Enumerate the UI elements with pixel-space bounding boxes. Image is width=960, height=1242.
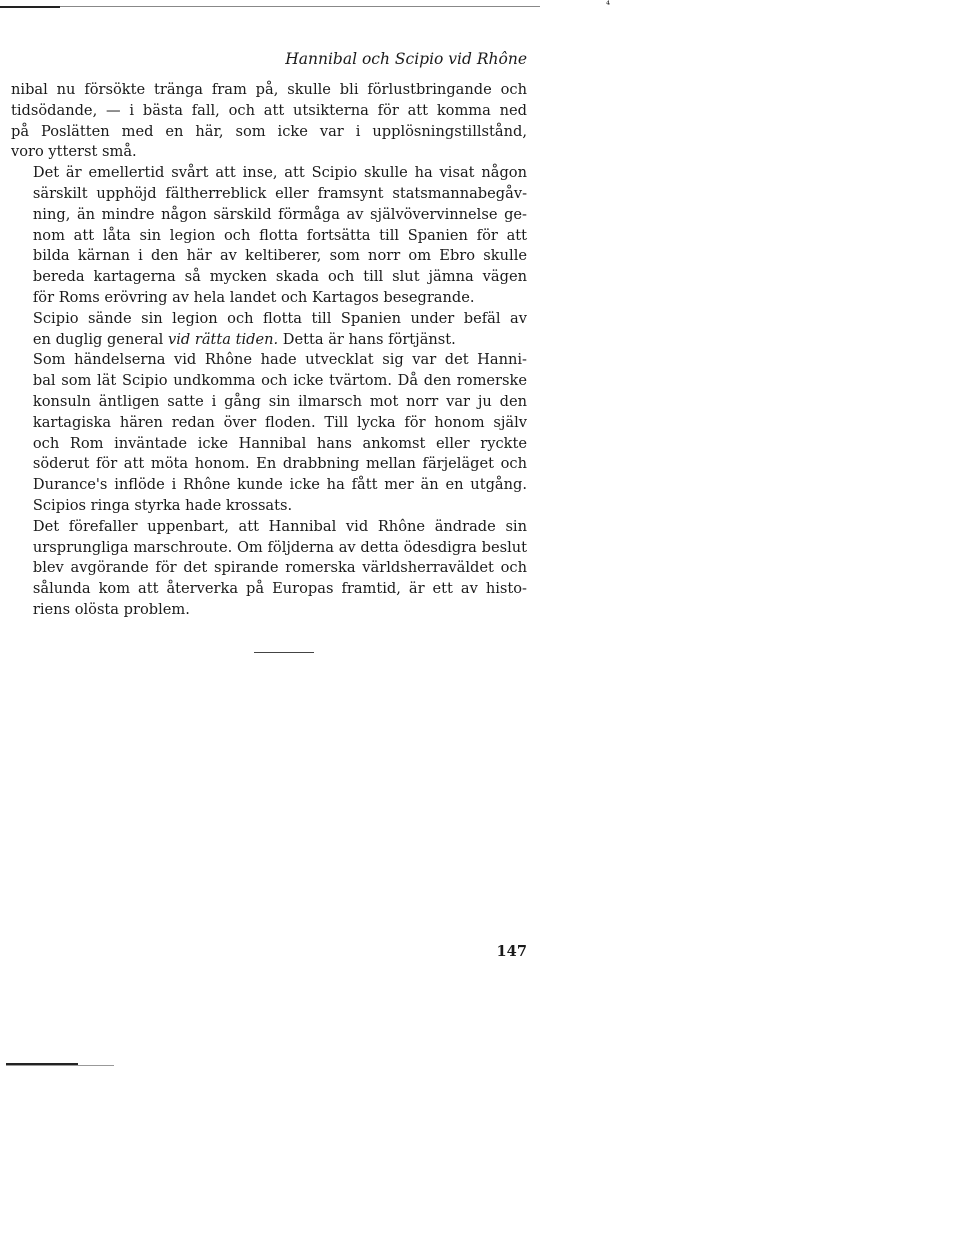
- text-line: nibal nu försökte tränga fram på, skulle bli förlustbringande och: [11, 81, 527, 98]
- text-line: sålunda kom att återverka på Europas framtid, är ett av histo-: [32, 580, 527, 598]
- text-line: söderut för att möta honom. En drabbning mellan färjeläget och: [32, 455, 527, 473]
- text-fragment: en duglig general: [32, 330, 168, 348]
- text-line: på Poslätten med en här, som icke var i upplösningstillstånd,: [11, 122, 527, 140]
- paragraph-5: [11, 517, 527, 621]
- text-line: riens olösta problem.: [32, 600, 190, 618]
- scan-edge-mark-top: [0, 6, 60, 8]
- text-line: ning, än mindre någon särskild förmåga av självövervinnelse ge-: [32, 205, 527, 223]
- text-line: Det är emellertid svårt att inse, att Scipio skulle ha visat någon: [32, 164, 527, 182]
- paragraph-1: [11, 80, 527, 163]
- text-line: Det förefaller uppenbart, att Hannibal vid Rhône ändrade sin: [32, 517, 527, 535]
- scan-artifact-mark: ⁴: [606, 0, 611, 11]
- text-line: kartagiska hären redan över floden. Till lycka för honom själv: [32, 413, 527, 431]
- text-line: för Roms erövring av hela landet och Kartagos besegrande.: [32, 288, 475, 306]
- page-number: 147: [496, 943, 527, 960]
- text-line: Som händelserna vid Rhône hade utvecklat sig var det Hanni-: [32, 351, 527, 369]
- text-line: särskilt upphöjd fältherreblick eller framsynt statsmannabegåv-: [32, 184, 527, 202]
- text-line: konsuln äntligen satte i gång sin ilmarsch mot norr var ju den: [32, 392, 527, 410]
- text-line: Scipios ringa styrka hade krossats.: [32, 496, 293, 514]
- text-line: tidsödande, — i bästa fall, och att utsikterna för att komma ned: [11, 101, 527, 119]
- text-line: och Rom inväntade icke Hannibal hans ankomst eller ryckte: [32, 434, 527, 452]
- text-line: blev avgörande för det spirande romerska världsherraväldet och: [32, 559, 527, 577]
- scan-edge-line-top: [0, 6, 540, 7]
- paragraph-2: [11, 163, 527, 309]
- body-text: [11, 80, 527, 621]
- text-line: [11, 330, 527, 351]
- scan-edge-line-bottom: [6, 1065, 114, 1066]
- running-head: Hannibal och Scipio vid Rhône: [285, 50, 527, 68]
- text-line: bal som lät Scipio undkomma och icke tvärtom. Då den romerske: [32, 372, 527, 390]
- text-line: bereda kartagerna så mycken skada och till slut jämna vägen: [32, 268, 527, 286]
- text-line: Scipio sände sin legion och flotta till Spanien under befäl av: [32, 309, 527, 327]
- emphasized-text: vid rätta tiden.: [167, 330, 279, 348]
- text-line: Durance's inflöde i Rhône kunde icke ha fått mer än en utgång.: [32, 476, 527, 494]
- paragraph-3: [11, 309, 527, 351]
- text-fragment: Detta är hans förtjänst.: [278, 330, 456, 348]
- text-line: nom att låta sin legion och flotta fortsätta till Spanien för att: [32, 226, 527, 244]
- text-line: voro ytterst små.: [11, 143, 137, 161]
- section-end-rule: [254, 652, 314, 653]
- text-line: ursprungliga marschroute. Om följderna av detta ödesdigra beslut: [32, 538, 527, 556]
- paragraph-4: [11, 350, 527, 516]
- text-line: bilda kärnan i den här av keltiberer, som norr om Ebro skulle: [32, 247, 527, 265]
